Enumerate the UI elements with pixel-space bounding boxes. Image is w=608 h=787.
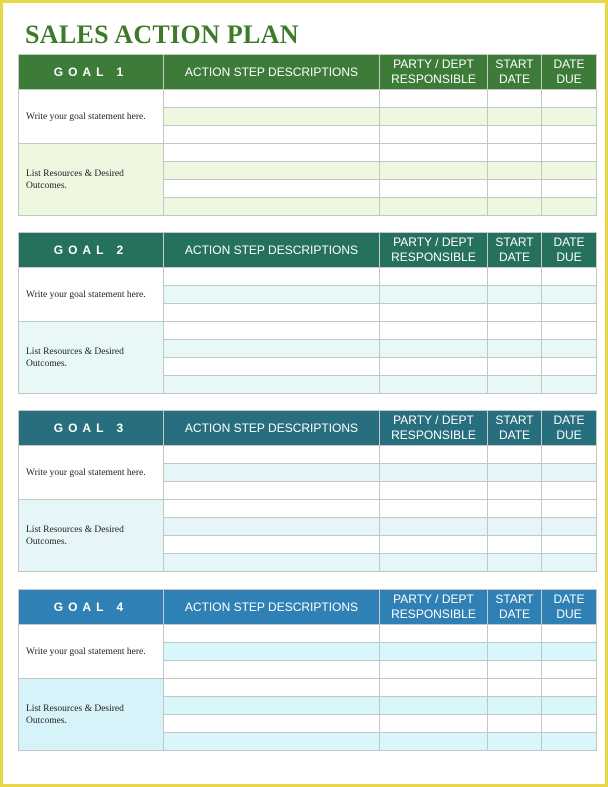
goal-table <box>18 54 597 216</box>
party-dept-cell[interactable] <box>380 108 488 126</box>
action-row <box>19 144 597 162</box>
start-date-cell[interactable] <box>488 482 542 500</box>
action-step-header: ACTION STEP DESCRIPTIONS <box>164 233 380 268</box>
start-date-cell[interactable] <box>488 643 542 661</box>
date-due-cell[interactable] <box>542 446 597 464</box>
party-dept-cell[interactable] <box>380 162 488 180</box>
date-due-cell[interactable] <box>542 322 597 340</box>
start-date-cell[interactable] <box>488 304 542 322</box>
date-due-header <box>542 590 597 625</box>
party-dept-cell[interactable] <box>380 625 488 643</box>
date-due-cell[interactable] <box>542 340 597 358</box>
action-step-cell[interactable] <box>164 90 380 108</box>
party-dept-cell[interactable] <box>380 643 488 661</box>
action-step-cell[interactable] <box>164 126 380 144</box>
goal-statement-cell[interactable]: Write your goal statement here. <box>19 90 164 144</box>
party-dept-cell[interactable] <box>380 518 488 536</box>
action-row <box>19 322 597 340</box>
start-date-cell[interactable] <box>488 518 542 536</box>
date-due-cell[interactable] <box>542 376 597 394</box>
party-dept-cell[interactable] <box>380 715 488 733</box>
goal-statement-cell[interactable]: Write your goal statement here. <box>19 446 164 500</box>
action-step-cell[interactable] <box>164 643 380 661</box>
start-date-cell[interactable] <box>488 90 542 108</box>
action-step-cell[interactable] <box>164 198 380 216</box>
start-date-header-line1: START <box>495 235 534 249</box>
action-step-cell[interactable] <box>164 446 380 464</box>
action-step-cell[interactable] <box>164 358 380 376</box>
date-due-cell[interactable] <box>542 661 597 679</box>
action-step-cell[interactable] <box>164 536 380 554</box>
start-date-cell[interactable] <box>488 661 542 679</box>
goal-label: GOAL 1 <box>19 55 164 90</box>
date-due-cell[interactable] <box>542 358 597 376</box>
start-date-header <box>488 55 542 90</box>
start-date-header-line2: DATE <box>498 428 531 442</box>
action-step-cell[interactable] <box>164 376 380 394</box>
page-title: SALES ACTION PLAN <box>25 20 299 49</box>
start-date-header <box>488 590 542 625</box>
party-dept-header-line1: PARTY / DEPT <box>393 235 474 249</box>
action-step-cell[interactable] <box>164 554 380 572</box>
action-step-cell[interactable] <box>164 715 380 733</box>
action-step-cell[interactable] <box>164 733 380 751</box>
action-row <box>19 625 597 643</box>
party-dept-header-line2: RESPONSIBLE <box>391 72 476 86</box>
date-due-cell[interactable] <box>542 286 597 304</box>
date-due-header-line2: DUE <box>556 250 582 264</box>
party-dept-cell[interactable] <box>380 733 488 751</box>
action-step-cell[interactable] <box>164 500 380 518</box>
party-dept-cell[interactable] <box>380 697 488 715</box>
start-date-cell[interactable] <box>488 715 542 733</box>
party-dept-cell[interactable] <box>380 286 488 304</box>
start-date-cell[interactable] <box>488 625 542 643</box>
date-due-header-line1: DATE <box>553 57 585 71</box>
action-step-header: ACTION STEP DESCRIPTIONS <box>164 55 380 90</box>
date-due-cell[interactable] <box>542 482 597 500</box>
party-dept-cell[interactable] <box>380 464 488 482</box>
party-dept-cell[interactable] <box>380 376 488 394</box>
start-date-header <box>488 233 542 268</box>
start-date-header-line2: DATE <box>498 250 531 264</box>
date-due-cell[interactable] <box>542 643 597 661</box>
action-step-cell[interactable] <box>164 482 380 500</box>
party-dept-cell[interactable] <box>380 126 488 144</box>
action-step-cell[interactable] <box>164 180 380 198</box>
start-date-cell[interactable] <box>488 286 542 304</box>
date-due-cell[interactable] <box>542 518 597 536</box>
party-dept-header-line1: PARTY / DEPT <box>393 592 474 606</box>
date-due-cell[interactable] <box>542 162 597 180</box>
date-due-cell[interactable] <box>542 554 597 572</box>
party-dept-header-line1: PARTY / DEPT <box>393 413 474 427</box>
action-step-cell[interactable] <box>164 268 380 286</box>
start-date-cell[interactable] <box>488 198 542 216</box>
action-step-cell[interactable] <box>164 518 380 536</box>
resources-cell[interactable]: List Resources & Desired Outcomes. <box>19 679 164 751</box>
party-dept-cell[interactable] <box>380 554 488 572</box>
start-date-cell[interactable] <box>488 679 542 697</box>
goal-label: GOAL 3 <box>19 411 164 446</box>
resources-cell[interactable]: List Resources & Desired Outcomes. <box>19 500 164 572</box>
start-date-header-line1: START <box>495 592 534 606</box>
action-step-cell[interactable] <box>164 304 380 322</box>
date-due-cell[interactable] <box>542 126 597 144</box>
action-step-cell[interactable] <box>164 286 380 304</box>
start-date-cell[interactable] <box>488 322 542 340</box>
start-date-cell[interactable] <box>488 554 542 572</box>
party-dept-header <box>380 411 488 446</box>
date-due-header-line2: DUE <box>556 428 582 442</box>
date-due-cell[interactable] <box>542 90 597 108</box>
party-dept-cell[interactable] <box>380 446 488 464</box>
date-due-cell[interactable] <box>542 733 597 751</box>
goal-header-row <box>19 55 597 90</box>
start-date-cell[interactable] <box>488 446 542 464</box>
action-step-cell[interactable] <box>164 144 380 162</box>
party-dept-cell[interactable] <box>380 482 488 500</box>
date-due-cell[interactable] <box>542 625 597 643</box>
action-step-cell[interactable] <box>164 679 380 697</box>
start-date-cell[interactable] <box>488 340 542 358</box>
action-step-cell[interactable] <box>164 697 380 715</box>
party-dept-cell[interactable] <box>380 358 488 376</box>
party-dept-header <box>380 233 488 268</box>
start-date-cell[interactable] <box>488 733 542 751</box>
date-due-cell[interactable] <box>542 500 597 518</box>
action-step-cell[interactable] <box>164 162 380 180</box>
date-due-header-line2: DUE <box>556 607 582 621</box>
party-dept-cell[interactable] <box>380 144 488 162</box>
start-date-cell[interactable] <box>488 358 542 376</box>
party-dept-header-line1: PARTY / DEPT <box>393 57 474 71</box>
party-dept-cell[interactable] <box>380 500 488 518</box>
date-due-cell[interactable] <box>542 268 597 286</box>
start-date-cell[interactable] <box>488 268 542 286</box>
date-due-cell[interactable] <box>542 144 597 162</box>
party-dept-cell[interactable] <box>380 268 488 286</box>
goal-statement-cell[interactable]: Write your goal statement here. <box>19 268 164 322</box>
party-dept-cell[interactable] <box>380 340 488 358</box>
action-step-header: ACTION STEP DESCRIPTIONS <box>164 590 380 625</box>
action-row <box>19 500 597 518</box>
action-step-cell[interactable] <box>164 661 380 679</box>
goal-statement-cell[interactable]: Write your goal statement here. <box>19 625 164 679</box>
action-step-cell[interactable] <box>164 625 380 643</box>
date-due-cell[interactable] <box>542 697 597 715</box>
goal-table <box>18 232 597 394</box>
date-due-header-line1: DATE <box>553 592 585 606</box>
party-dept-cell[interactable] <box>380 198 488 216</box>
party-dept-cell[interactable] <box>380 322 488 340</box>
action-row <box>19 679 597 697</box>
party-dept-header-line2: RESPONSIBLE <box>391 607 476 621</box>
action-row <box>19 90 597 108</box>
start-date-cell[interactable] <box>488 697 542 715</box>
date-due-cell[interactable] <box>542 536 597 554</box>
action-step-cell[interactable] <box>164 340 380 358</box>
action-step-cell[interactable] <box>164 108 380 126</box>
date-due-cell[interactable] <box>542 464 597 482</box>
date-due-cell[interactable] <box>542 198 597 216</box>
resources-cell[interactable]: List Resources & Desired Outcomes. <box>19 144 164 216</box>
goal-table <box>18 589 597 751</box>
party-dept-cell[interactable] <box>380 304 488 322</box>
goal-label: GOAL 2 <box>19 233 164 268</box>
date-due-cell[interactable] <box>542 108 597 126</box>
goal-header-row <box>19 590 597 625</box>
action-row <box>19 268 597 286</box>
start-date-header-line1: START <box>495 57 534 71</box>
action-row <box>19 446 597 464</box>
goal-header-row <box>19 233 597 268</box>
start-date-header-line2: DATE <box>498 607 531 621</box>
resources-cell[interactable]: List Resources & Desired Outcomes. <box>19 322 164 394</box>
start-date-cell[interactable] <box>488 162 542 180</box>
action-step-header: ACTION STEP DESCRIPTIONS <box>164 411 380 446</box>
party-dept-header-line2: RESPONSIBLE <box>391 428 476 442</box>
party-dept-cell[interactable] <box>380 180 488 198</box>
goal-label: GOAL 4 <box>19 590 164 625</box>
start-date-cell[interactable] <box>488 464 542 482</box>
action-step-cell[interactable] <box>164 322 380 340</box>
date-due-header <box>542 55 597 90</box>
start-date-cell[interactable] <box>488 126 542 144</box>
party-dept-header <box>380 55 488 90</box>
start-date-cell[interactable] <box>488 376 542 394</box>
date-due-cell[interactable] <box>542 180 597 198</box>
start-date-header <box>488 411 542 446</box>
start-date-header-line1: START <box>495 413 534 427</box>
party-dept-cell[interactable] <box>380 536 488 554</box>
date-due-header-line1: DATE <box>553 235 585 249</box>
party-dept-cell[interactable] <box>380 679 488 697</box>
date-due-cell[interactable] <box>542 679 597 697</box>
goal-table <box>18 410 597 572</box>
start-date-cell[interactable] <box>488 536 542 554</box>
action-step-cell[interactable] <box>164 464 380 482</box>
party-dept-cell[interactable] <box>380 661 488 679</box>
start-date-header-line2: DATE <box>498 72 531 86</box>
date-due-header <box>542 233 597 268</box>
start-date-cell[interactable] <box>488 108 542 126</box>
start-date-cell[interactable] <box>488 500 542 518</box>
start-date-cell[interactable] <box>488 144 542 162</box>
date-due-header-line2: DUE <box>556 72 582 86</box>
date-due-cell[interactable] <box>542 715 597 733</box>
goal-header-row <box>19 411 597 446</box>
party-dept-header-line2: RESPONSIBLE <box>391 250 476 264</box>
start-date-cell[interactable] <box>488 180 542 198</box>
party-dept-header <box>380 590 488 625</box>
date-due-cell[interactable] <box>542 304 597 322</box>
date-due-header-line1: DATE <box>553 413 585 427</box>
party-dept-cell[interactable] <box>380 90 488 108</box>
date-due-header <box>542 411 597 446</box>
